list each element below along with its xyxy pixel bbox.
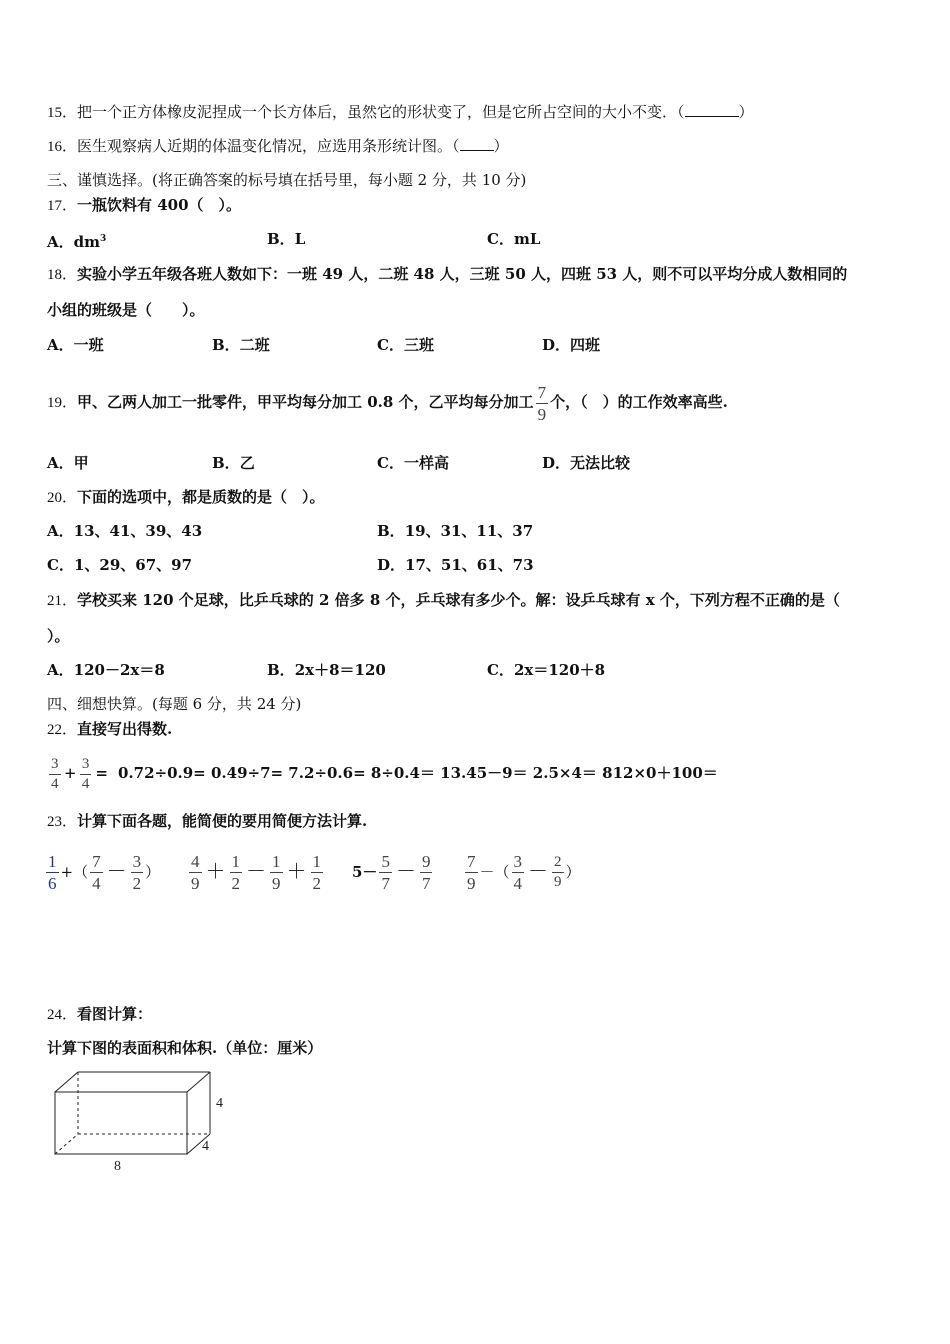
cuboid-edge [55, 1072, 78, 1092]
fraction [552, 855, 564, 890]
numerator: 3 [80, 757, 92, 775]
option-c[interactable] [487, 229, 540, 249]
numerator: 2 [552, 855, 564, 873]
denominator: 9 [537, 404, 547, 424]
numerator: 3 [49, 757, 61, 775]
option-label: A． [47, 522, 74, 540]
denominator: 4 [513, 873, 523, 893]
fraction [311, 853, 324, 892]
fraction [49, 757, 61, 792]
numerator: 1 [231, 851, 240, 871]
option-c[interactable] [377, 453, 449, 473]
option-text: 三班 [403, 336, 434, 354]
section-3-title: 三、谨慎选择。(将正确答案的标号填在括号里，每小题 2 分，共 10 分) [47, 171, 527, 189]
fraction [189, 853, 202, 892]
question-text: 计算下面各题，能简便的要用简便方法计算. [77, 812, 368, 830]
question-text: 一瓶饮料有 400（ ）。 [77, 196, 242, 214]
question-24 [47, 1004, 152, 1025]
denominator: 7 [421, 873, 431, 893]
option-label: C． [487, 661, 514, 679]
fraction [131, 853, 144, 892]
question-number: 20． [47, 490, 78, 506]
question-number: 23． [47, 814, 78, 830]
option-text: 无法比较 [570, 454, 631, 472]
question-text: 实验小学五年级各班人数如下：一班 49 人，二班 48 人，三班 50 人，四班 53 人，则不可以平均分成人数相同的 [77, 265, 848, 283]
fraction [379, 853, 392, 892]
numerator: 4 [191, 851, 200, 871]
denominator: 9 [467, 873, 476, 893]
option-label: A． [47, 661, 74, 679]
question-text: 甲、乙两人加工一批零件，甲平均每分加工 0.8 个，乙平均每分加工 [77, 393, 534, 411]
option-text: 120－2x＝8 [73, 661, 165, 679]
option-text: 乙 [239, 454, 255, 472]
operator: ＋ [205, 861, 226, 883]
option-c[interactable] [377, 335, 434, 355]
cuboid-hidden-edge [55, 1134, 78, 1154]
option-text: 甲 [73, 454, 89, 472]
question-text: 直接写出得数. [77, 720, 173, 738]
numerator: 1 [48, 851, 57, 871]
option-text: 19、31、11、37 [404, 522, 534, 540]
option-text: 17、51、61、73 [405, 556, 534, 574]
operator: －（ [479, 863, 510, 881]
operator: － [395, 861, 416, 883]
option-d[interactable] [542, 453, 630, 473]
answer-blank[interactable] [460, 136, 494, 151]
fraction [465, 853, 478, 892]
denominator: 4 [81, 775, 90, 792]
option-a[interactable] [47, 660, 165, 680]
option-b[interactable] [212, 453, 255, 473]
close-paren: ） [493, 137, 509, 155]
option-d[interactable] [542, 335, 600, 355]
option-label: C． [377, 454, 404, 472]
option-text: 1、29、67、97 [73, 556, 193, 574]
denominator: 9 [191, 873, 200, 893]
option-text: 13、41、39、43 [73, 522, 203, 540]
option-text: 一样高 [403, 454, 449, 472]
operator: － [246, 861, 266, 883]
option-b[interactable] [267, 660, 386, 680]
question-number: 17． [47, 198, 78, 214]
numerator: 7 [92, 851, 101, 871]
option-label: B． [377, 522, 405, 540]
height-label: 4 [216, 1096, 223, 1111]
expression-3 [352, 846, 434, 897]
question-number: 16． [47, 139, 78, 155]
option-label: B． [212, 454, 240, 472]
option-c[interactable] [487, 660, 605, 680]
option-label: A． [47, 454, 74, 472]
option-b[interactable] [212, 335, 270, 355]
option-a[interactable] [47, 335, 104, 355]
width-label: 4 [202, 1139, 209, 1154]
numerator: 5 [381, 851, 390, 871]
operator: +（ [60, 863, 89, 881]
question-22-expressions [47, 748, 718, 799]
operator: ） [565, 863, 581, 881]
question-text: 把一个正方体橡皮泥捏成一个长方体后，虽然它的形状变了，但是它所占空间的大小不变．（ [77, 103, 685, 121]
question-number: 19． [47, 395, 78, 411]
expressions-text: 0.72÷0.9= 0.49÷7= 7.2÷0.6= 8÷0.4＝ 13.45－9＝ 2.5×4＝ 812×0＋100＝ [117, 764, 718, 782]
option-d[interactable] [377, 555, 534, 575]
question-number: 24． [47, 1007, 78, 1023]
denominator: 4 [92, 873, 101, 893]
equals-sign: = [95, 764, 108, 782]
option-a[interactable] [47, 229, 106, 252]
superscript: 3 [100, 234, 107, 244]
option-label: D． [377, 556, 406, 574]
question-19 [47, 370, 728, 435]
numerator: 3 [132, 851, 142, 871]
question-number: 15． [47, 105, 78, 121]
question-15 [47, 102, 754, 123]
denominator: 9 [272, 873, 281, 893]
cuboid-figure [44, 1066, 244, 1176]
cuboid-front-face [55, 1092, 187, 1154]
option-label: B． [212, 336, 240, 354]
question-20 [47, 487, 325, 508]
denominator: 9 [554, 873, 562, 890]
option-text: dm [73, 233, 101, 251]
option-c[interactable] [47, 555, 192, 575]
denominator: 2 [231, 873, 240, 893]
question-22 [47, 719, 172, 740]
question-21-line2: ）。 [47, 627, 70, 645]
fraction [270, 853, 283, 892]
operator: 5－ [352, 863, 378, 881]
numerator: 3 [513, 851, 523, 871]
length-label: 8 [114, 1159, 121, 1174]
question-number: 22． [47, 722, 78, 738]
expression-2 [187, 846, 325, 897]
question-23 [47, 811, 367, 832]
denominator: 6 [48, 873, 57, 893]
question-text: 学校买来 120 个足球，比乒乓球的 2 倍多 8 个，乒乓球有多少个。解：设乒乓球有 x 个，下列方程不正确的是（ [77, 591, 840, 609]
fraction [536, 384, 549, 423]
option-text: 四班 [570, 336, 601, 354]
option-text: 2x＋8＝120 [294, 661, 386, 679]
expression-1 [44, 846, 160, 897]
question-text-2: 个，（ ）的工作效率高些. [550, 393, 728, 411]
operator: － [106, 861, 127, 883]
fraction [90, 853, 103, 892]
option-label: A． [47, 233, 74, 251]
cuboid-edge [187, 1072, 210, 1092]
operator: － [528, 861, 549, 883]
denominator: 2 [312, 873, 321, 893]
fraction [80, 757, 92, 792]
fraction [230, 853, 243, 892]
operator: ＋ [286, 861, 307, 883]
fraction [420, 853, 433, 892]
option-text: 2x＝120＋8 [513, 661, 606, 679]
option-label: C． [487, 230, 514, 248]
question-18-line2: 小组的班级是（ ）。 [47, 301, 205, 319]
denominator: 4 [51, 775, 59, 792]
numerator: 9 [421, 851, 431, 871]
option-text: 二班 [239, 336, 270, 354]
option-label: A． [47, 336, 74, 354]
option-a[interactable] [47, 521, 202, 541]
option-label: B． [267, 661, 295, 679]
numerator: 7 [467, 851, 476, 871]
option-label: C． [377, 336, 404, 354]
question-number: 21． [47, 593, 78, 609]
option-a[interactable] [47, 453, 89, 473]
option-label: D． [542, 454, 571, 472]
option-text: mL [513, 230, 541, 248]
numerator: 1 [272, 851, 281, 871]
question-24-sub: 计算下图的表面积和体积.（单位：厘米） [47, 1039, 323, 1057]
expression-4 [463, 846, 581, 897]
denominator: 7 [381, 873, 390, 893]
option-label: B． [267, 230, 295, 248]
numerator: 7 [537, 382, 547, 402]
option-text: 一班 [73, 336, 104, 354]
operator: ） [145, 863, 161, 881]
option-b[interactable] [267, 229, 305, 249]
fraction [512, 853, 525, 892]
fraction [46, 853, 59, 892]
option-b[interactable] [377, 521, 533, 541]
option-label: D． [542, 336, 571, 354]
option-label: C． [47, 556, 74, 574]
question-21 [47, 590, 840, 611]
question-number: 18． [47, 267, 78, 283]
answer-blank[interactable] [685, 102, 739, 117]
close-paren: ） [738, 103, 754, 121]
denominator: 2 [132, 873, 142, 893]
section-4-title: 四、细想快算。(每题 6 分，共 24 分) [47, 695, 302, 713]
question-text: 医生观察病人近期的体温变化情况，应选用条形统计图。（ [77, 137, 460, 155]
question-16 [47, 136, 509, 157]
question-18 [47, 264, 847, 285]
question-17 [47, 195, 241, 216]
question-text: 看图计算： [77, 1005, 153, 1023]
plus-sign: + [64, 763, 76, 785]
question-text: 下面的选项中，都是质数的是（ ）。 [77, 488, 325, 506]
numerator: 1 [312, 851, 321, 871]
option-text: L [294, 230, 306, 248]
